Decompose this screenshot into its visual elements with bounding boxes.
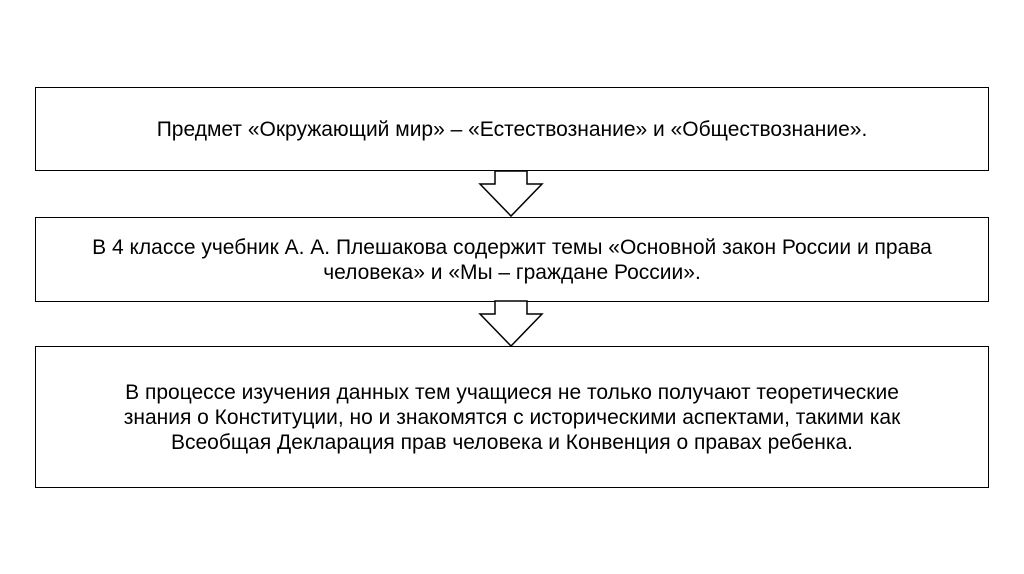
flow-step-3 xyxy=(35,346,989,488)
flow-step-3-text: В процессе изучения данных тем учащиеся не только получают теоретические знания о Конституции, но и знакомятся с историческими аспектами, такими как Всеобщая Декларация прав человека и Конвенция о правах ребенка. xyxy=(123,380,901,454)
flow-step-1 xyxy=(35,87,989,171)
flow-step-2-text: В 4 классе учебник А. А. Плешакова содержит темы «Основной закон России и права человека» и «Мы – граждане России». xyxy=(92,235,932,284)
down-arrow-outline-icon xyxy=(478,300,544,348)
down-arrow-outline-icon xyxy=(478,170,544,218)
flow-step-2 xyxy=(35,217,989,302)
flow-step-1-text: Предмет «Окружающий мир» – «Естествознание» и «Обществознание». xyxy=(156,117,868,141)
